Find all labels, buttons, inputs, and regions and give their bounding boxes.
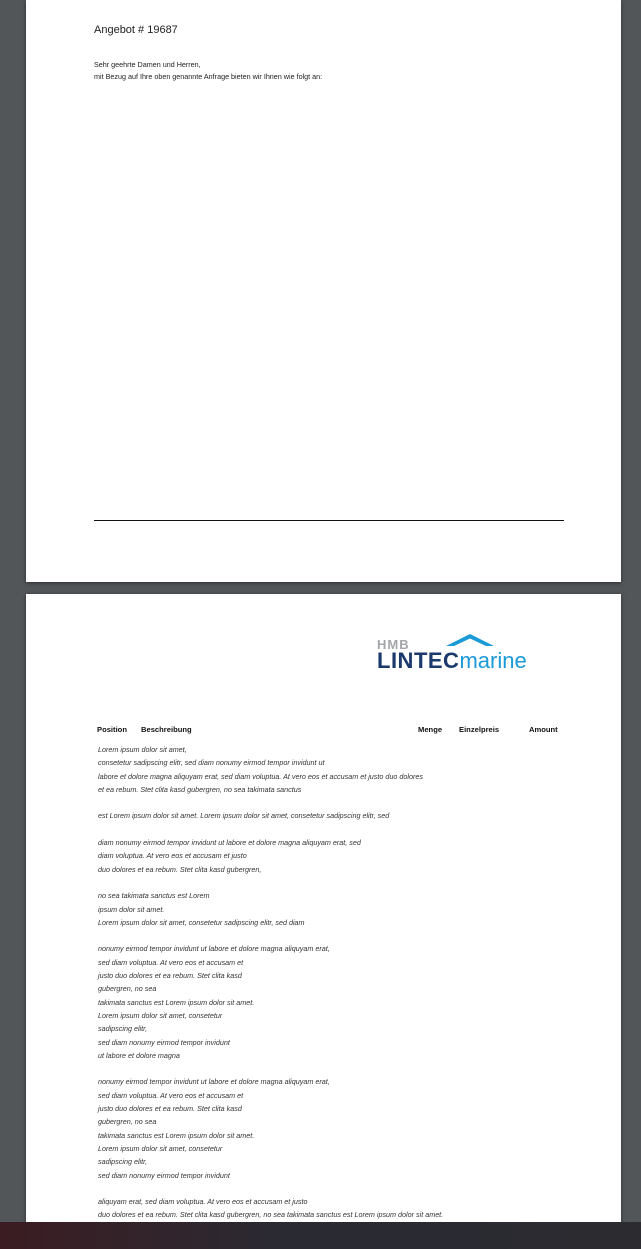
horizontal-rule bbox=[94, 520, 564, 521]
description-line: sed diam voluptua. At vero eos et accusam et bbox=[98, 1090, 244, 1100]
description-line: Lorem ipsum dolor sit amet, consetetur bbox=[98, 1143, 223, 1153]
logo-lintec-text: LINTEC bbox=[377, 648, 460, 673]
description-line: ut labore et dolore magna bbox=[98, 1050, 180, 1060]
column-header-position: Position bbox=[97, 725, 127, 734]
description-line: ipsum dolor sit amet. bbox=[98, 904, 165, 914]
logo-hmb-text: HMB bbox=[377, 637, 410, 652]
description-line: diam voluptua. At vero eos et accusam et justo bbox=[98, 851, 247, 861]
paragraph-gap bbox=[98, 823, 538, 836]
paragraph-gap bbox=[98, 796, 538, 809]
description-line: sed diam nonumy eirmod tempor invidunt bbox=[98, 1170, 230, 1180]
description-line: takimata sanctus est Lorem ipsum dolor sit amet. bbox=[98, 1130, 255, 1140]
description-line: Lorem ipsum dolor sit amet, consetetur sadipscing elitr, sed diam bbox=[98, 917, 305, 927]
description-line: labore et dolore magna aliquyam erat, sed diam voluptua. At vero eos et accusam et justo duo dolores bbox=[98, 771, 423, 781]
document-page-2 bbox=[26, 594, 621, 1234]
description-line: diam nonumy eirmod tempor invidunt ut labore et dolore magna aliquyam erat, sed bbox=[98, 838, 361, 848]
description-line: gubergren, no sea bbox=[98, 1117, 157, 1127]
column-header-quantity: Menge bbox=[418, 725, 443, 734]
description-line: nonumy eirmod tempor invidunt ut labore et dolore magna aliquyam erat, bbox=[98, 944, 330, 954]
description-line: et ea rebum. Stet clita kasd gubergren, no sea takimata sanctus bbox=[98, 784, 302, 794]
description-line: nonumy eirmod tempor invidunt ut labore et dolore magna aliquyam erat, bbox=[98, 1077, 330, 1087]
description-line: duo dolores et ea rebum. Stet clita kasd gubergren, no sea takimata sanctus est Lorem ipsum dolor sit amet. bbox=[98, 1210, 444, 1220]
roof-icon bbox=[444, 633, 496, 647]
salutation-line: mit Bezug auf Ihre oben genannte Anfrage bieten wir Ihnen wie folgt an: bbox=[94, 71, 323, 81]
description-line: Lorem ipsum dolor sit amet, bbox=[98, 745, 187, 754]
description-line: sed diam voluptua. At vero eos et accusam et bbox=[98, 957, 244, 967]
description-line: justo duo dolores et ea rebum. Stet clita kasd bbox=[98, 1104, 242, 1114]
paragraph-gap bbox=[98, 1182, 538, 1195]
paragraph-gap bbox=[98, 929, 538, 942]
column-header-description: Beschreibung bbox=[141, 725, 192, 734]
description-line: duo dolores et ea rebum. Stet clita kasd gubergren, bbox=[98, 864, 262, 874]
logo-marine-text: marine bbox=[459, 648, 527, 673]
document-page-1 bbox=[26, 0, 621, 582]
description-line: consetetur sadipscing elitr, sed diam nonumy eirmod tempor invidunt ut bbox=[98, 758, 325, 768]
description-line: gubergren, no sea bbox=[98, 984, 157, 994]
offer-title: Angebot # 19687 bbox=[94, 24, 178, 36]
description-line: est Lorem ipsum dolor sit amet. Lorem ipsum dolor sit amet, consetetur sadipscing elitr, sed bbox=[98, 811, 390, 821]
column-header-unit-price: Einzelpreis bbox=[459, 725, 500, 734]
paragraph-gap bbox=[98, 876, 538, 889]
description-line: Lorem ipsum dolor sit amet, consetetur bbox=[98, 1010, 223, 1020]
description-line: aliquyam erat, sed diam voluptua. At vero eos et accusam et justo bbox=[98, 1197, 308, 1207]
logo-wordmark bbox=[377, 649, 527, 673]
salutation-text bbox=[94, 59, 322, 82]
column-header-amount: Amount bbox=[529, 725, 558, 734]
table-header bbox=[26, 725, 621, 737]
item-description bbox=[98, 743, 538, 1222]
description-line: sadipscing elitr, bbox=[98, 1024, 148, 1034]
paragraph-gap bbox=[98, 1062, 538, 1075]
description-line: takimata sanctus est Lorem ipsum dolor sit amet. bbox=[98, 997, 255, 1007]
description-line: sadipscing elitr, bbox=[98, 1157, 148, 1167]
company-logo bbox=[377, 632, 567, 676]
description-line: sed diam nonumy eirmod tempor invidunt bbox=[98, 1037, 230, 1047]
description-line: justo duo dolores et ea rebum. Stet clita kasd bbox=[98, 971, 242, 981]
salutation-line: Sehr geehrte Damen und Herren, bbox=[94, 60, 201, 69]
taskbar bbox=[0, 1222, 641, 1249]
description-line: no sea takimata sanctus est Lorem bbox=[98, 891, 210, 901]
